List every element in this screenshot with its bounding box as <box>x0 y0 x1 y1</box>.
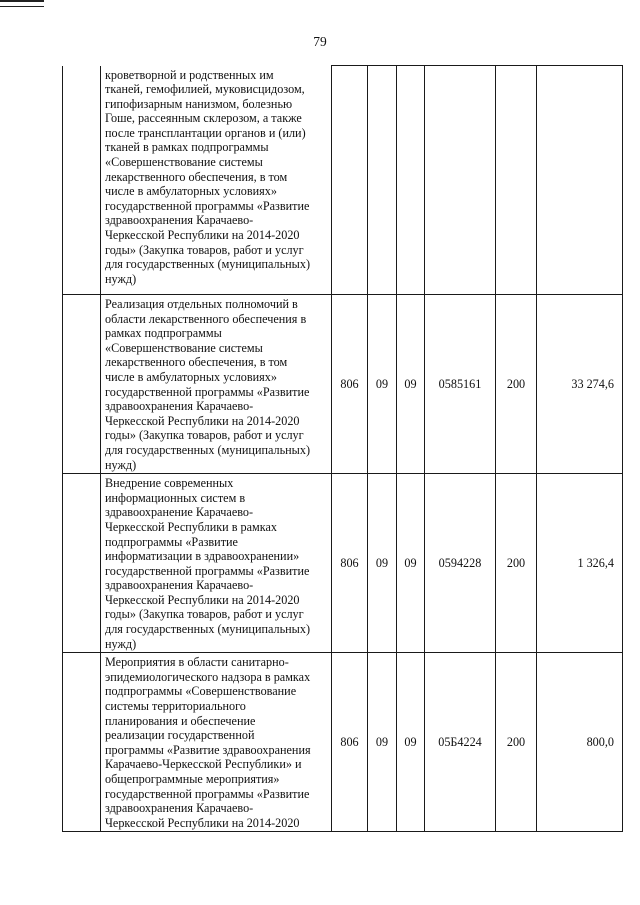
section-code-cell <box>368 66 397 295</box>
row-number-cell <box>63 653 101 832</box>
expense-type-cell <box>496 66 537 295</box>
amount-cell <box>537 66 623 295</box>
target-article-cell <box>425 66 496 295</box>
subsection-code-cell: 09 <box>397 295 425 474</box>
corner-mark <box>0 0 44 7</box>
target-article-cell: 0585161 <box>425 295 496 474</box>
description-cell: Реализация отдельных полномочий в области лекарственного обеспечения в рамках подпрограммы «Совершенствование системы лекарственного обеспечения, в том числе в амбулаторных условиях» государственной программы «Развитие здравоохранения Карачаево- Черкесской Республики на 2014-2020 годы» (Закупка товаров, работ и услуг для государственных (муниципальных) нужд) <box>101 295 332 474</box>
section-code-cell: 09 <box>368 653 397 832</box>
page-number: 79 <box>313 34 327 49</box>
budget-table <box>62 65 623 832</box>
description-cell: кроветворной и родственных им тканей, гемофилией, муковисцидозом, гипофизарным нанизмом, болезнью Гоше, рассеянным склерозом, а также после трансплантации органов и (или) тканей в рамках подпрограммы «Совершенствование системы лекарственного обеспечения, в том числе в амбулаторных условиях» государственной программы «Развитие здравоохранения Карачаево- Черкесской Республики на 2014-2020 годы» (Закупка товаров, работ и услуг для государственных (муниципальных) нужд) <box>101 66 332 295</box>
ministry-code-cell: 806 <box>332 295 368 474</box>
section-code-cell: 09 <box>368 474 397 653</box>
ministry-code-cell <box>332 66 368 295</box>
subsection-code-cell: 09 <box>397 653 425 832</box>
expense-type-cell: 200 <box>496 474 537 653</box>
ministry-code-cell: 806 <box>332 474 368 653</box>
row-number-cell <box>63 66 101 295</box>
table-row <box>63 653 623 832</box>
amount-cell: 33 274,6 <box>537 295 623 474</box>
expense-type-cell: 200 <box>496 653 537 832</box>
section-code-cell: 09 <box>368 295 397 474</box>
amount-cell: 1 326,4 <box>537 474 623 653</box>
target-article-cell: 05Б4224 <box>425 653 496 832</box>
table-row <box>63 474 623 653</box>
target-article-cell: 0594228 <box>425 474 496 653</box>
description-cell: Мероприятия в области санитарно- эпидемиологического надзора в рамках подпрограммы «Совершенствование системы территориального планирования и обеспечение реализации государственной программы «Развитие здравоохранения Карачаево-Черкесской Республики» и общепрограммные мероприятия» государственной программы «Развитие здравоохранения Карачаево- Черкесской Республики на 2014-2020 <box>101 653 332 832</box>
subsection-code-cell <box>397 66 425 295</box>
row-number-cell <box>63 295 101 474</box>
table-row <box>63 295 623 474</box>
ministry-code-cell: 806 <box>332 653 368 832</box>
table-row <box>63 66 623 295</box>
subsection-code-cell: 09 <box>397 474 425 653</box>
expense-type-cell: 200 <box>496 295 537 474</box>
description-cell: Внедрение современных информационных систем в здравоохранение Карачаево- Черкесской Республики в рамках подпрограммы «Развитие информатизации в здравоохранении» государственной программы «Развитие здравоохранения Карачаево- Черкесской Республики на 2014-2020 годы» (Закупка товаров, работ и услуг для государственных (муниципальных) нужд) <box>101 474 332 653</box>
amount-cell: 800,0 <box>537 653 623 832</box>
row-number-cell <box>63 474 101 653</box>
